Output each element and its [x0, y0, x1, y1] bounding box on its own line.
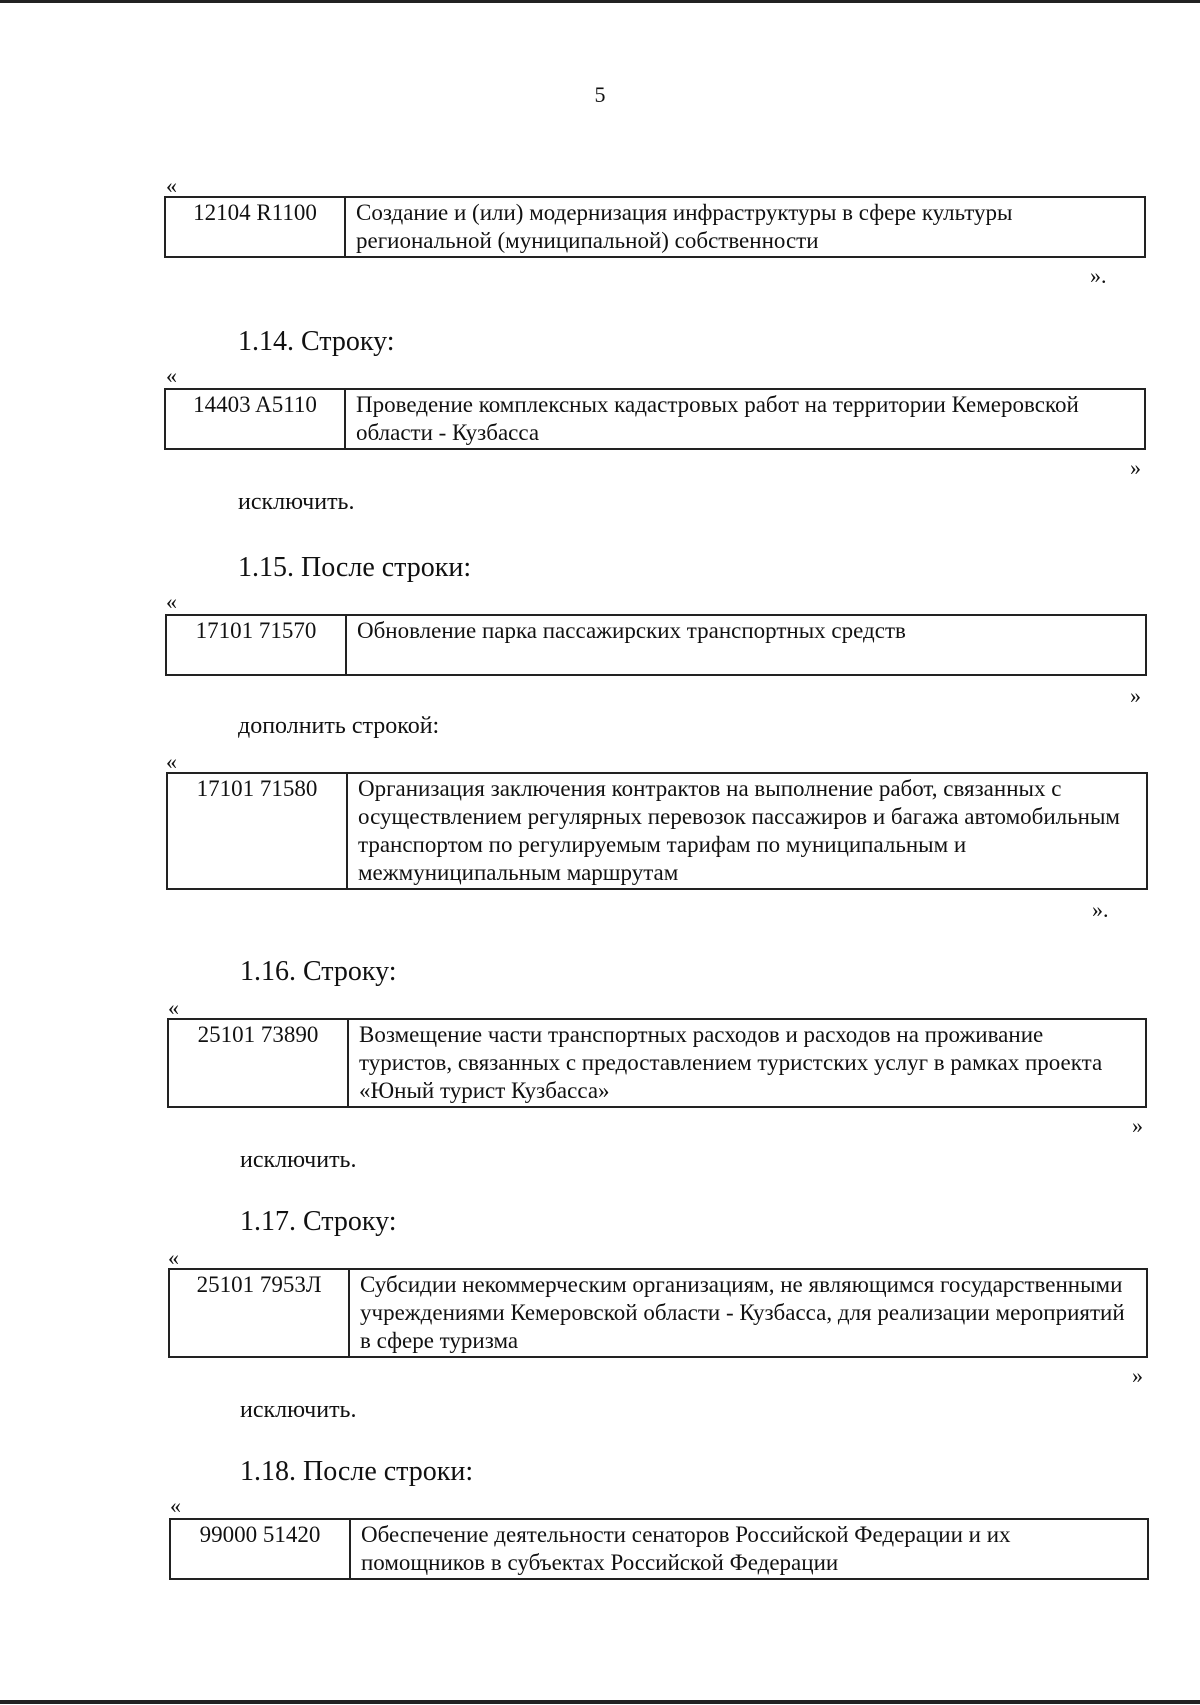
page-top-border	[0, 0, 1200, 3]
row-code: 25101 73890	[169, 1020, 349, 1106]
section-heading: 1.17. Строку:	[240, 1206, 397, 1237]
close-quote: »	[1132, 1363, 1143, 1388]
open-quote: «	[166, 749, 177, 774]
close-quote: »	[1132, 1113, 1143, 1138]
section-action: исключить.	[238, 489, 355, 515]
section-heading: 1.14. Строку:	[238, 326, 395, 357]
close-quote: »	[1130, 683, 1141, 708]
row-name: Обеспечение деятельности сенаторов Российской Федерации и их помощников в субъектах Российской Федерации	[361, 1522, 1011, 1575]
row-name: Возмещение части транспортных расходов и расходов на проживание туристов, связанных с предоставлением туристских услуг в рамках проекта «Юный турист Кузбасса»	[359, 1022, 1103, 1103]
open-quote: «	[166, 363, 177, 388]
row-name: Проведение комплексных кадастровых работ на территории Кемеровской области - Кузбасса	[356, 392, 1079, 445]
table-row	[168, 1268, 1148, 1358]
section-action: исключить.	[240, 1147, 357, 1173]
row-name: Создание и (или) модернизация инфраструктуры в сфере культуры региональной (муниципальной) собственности	[356, 200, 1013, 253]
open-quote: «	[166, 173, 177, 198]
row-name: Обновление парка пассажирских транспортных средств	[357, 618, 906, 643]
table-row	[165, 614, 1147, 676]
row-name: Субсидии некоммерческим организациям, не являющимся государственными учреждениями Кемеровской области - Кузбасса, для реализации мероприятий в сфере туризма	[360, 1272, 1125, 1353]
row-code: 99000 51420	[171, 1520, 351, 1578]
section-heading: 1.15. После строки:	[238, 552, 472, 583]
row-name: Организация заключения контрактов на выполнение работ, связанных с осуществлением регулярных перевозок пассажиров и багажа автомобильным транспортом по регулируемым тарифам по муниципальным и межмуниципальным маршрутам	[358, 776, 1120, 885]
section-action: исключить.	[240, 1397, 357, 1423]
close-quote: »	[1130, 455, 1141, 480]
section-action: дополнить строкой:	[238, 713, 440, 739]
table-row	[164, 196, 1146, 258]
row-code: 12104 R1100	[166, 198, 346, 256]
open-quote: «	[170, 1493, 181, 1518]
table-row	[169, 1518, 1149, 1580]
page-bottom-border	[0, 1700, 1200, 1704]
open-quote: «	[168, 1245, 179, 1270]
row-code: 17101 71580	[168, 774, 348, 888]
section-heading: 1.16. Строку:	[240, 956, 397, 987]
table-row	[167, 1018, 1147, 1108]
row-code: 17101 71570	[167, 616, 347, 674]
close-quote: ».	[1090, 263, 1107, 288]
close-quote: ».	[1092, 897, 1109, 922]
open-quote: «	[166, 589, 177, 614]
row-code: 25101 7953Л	[170, 1270, 350, 1356]
open-quote: «	[168, 995, 179, 1020]
table-row	[166, 772, 1148, 890]
page-number: 5	[594, 82, 606, 107]
section-heading: 1.18. После строки:	[240, 1456, 474, 1487]
row-code: 14403 A5110	[166, 390, 346, 448]
table-row	[164, 388, 1146, 450]
